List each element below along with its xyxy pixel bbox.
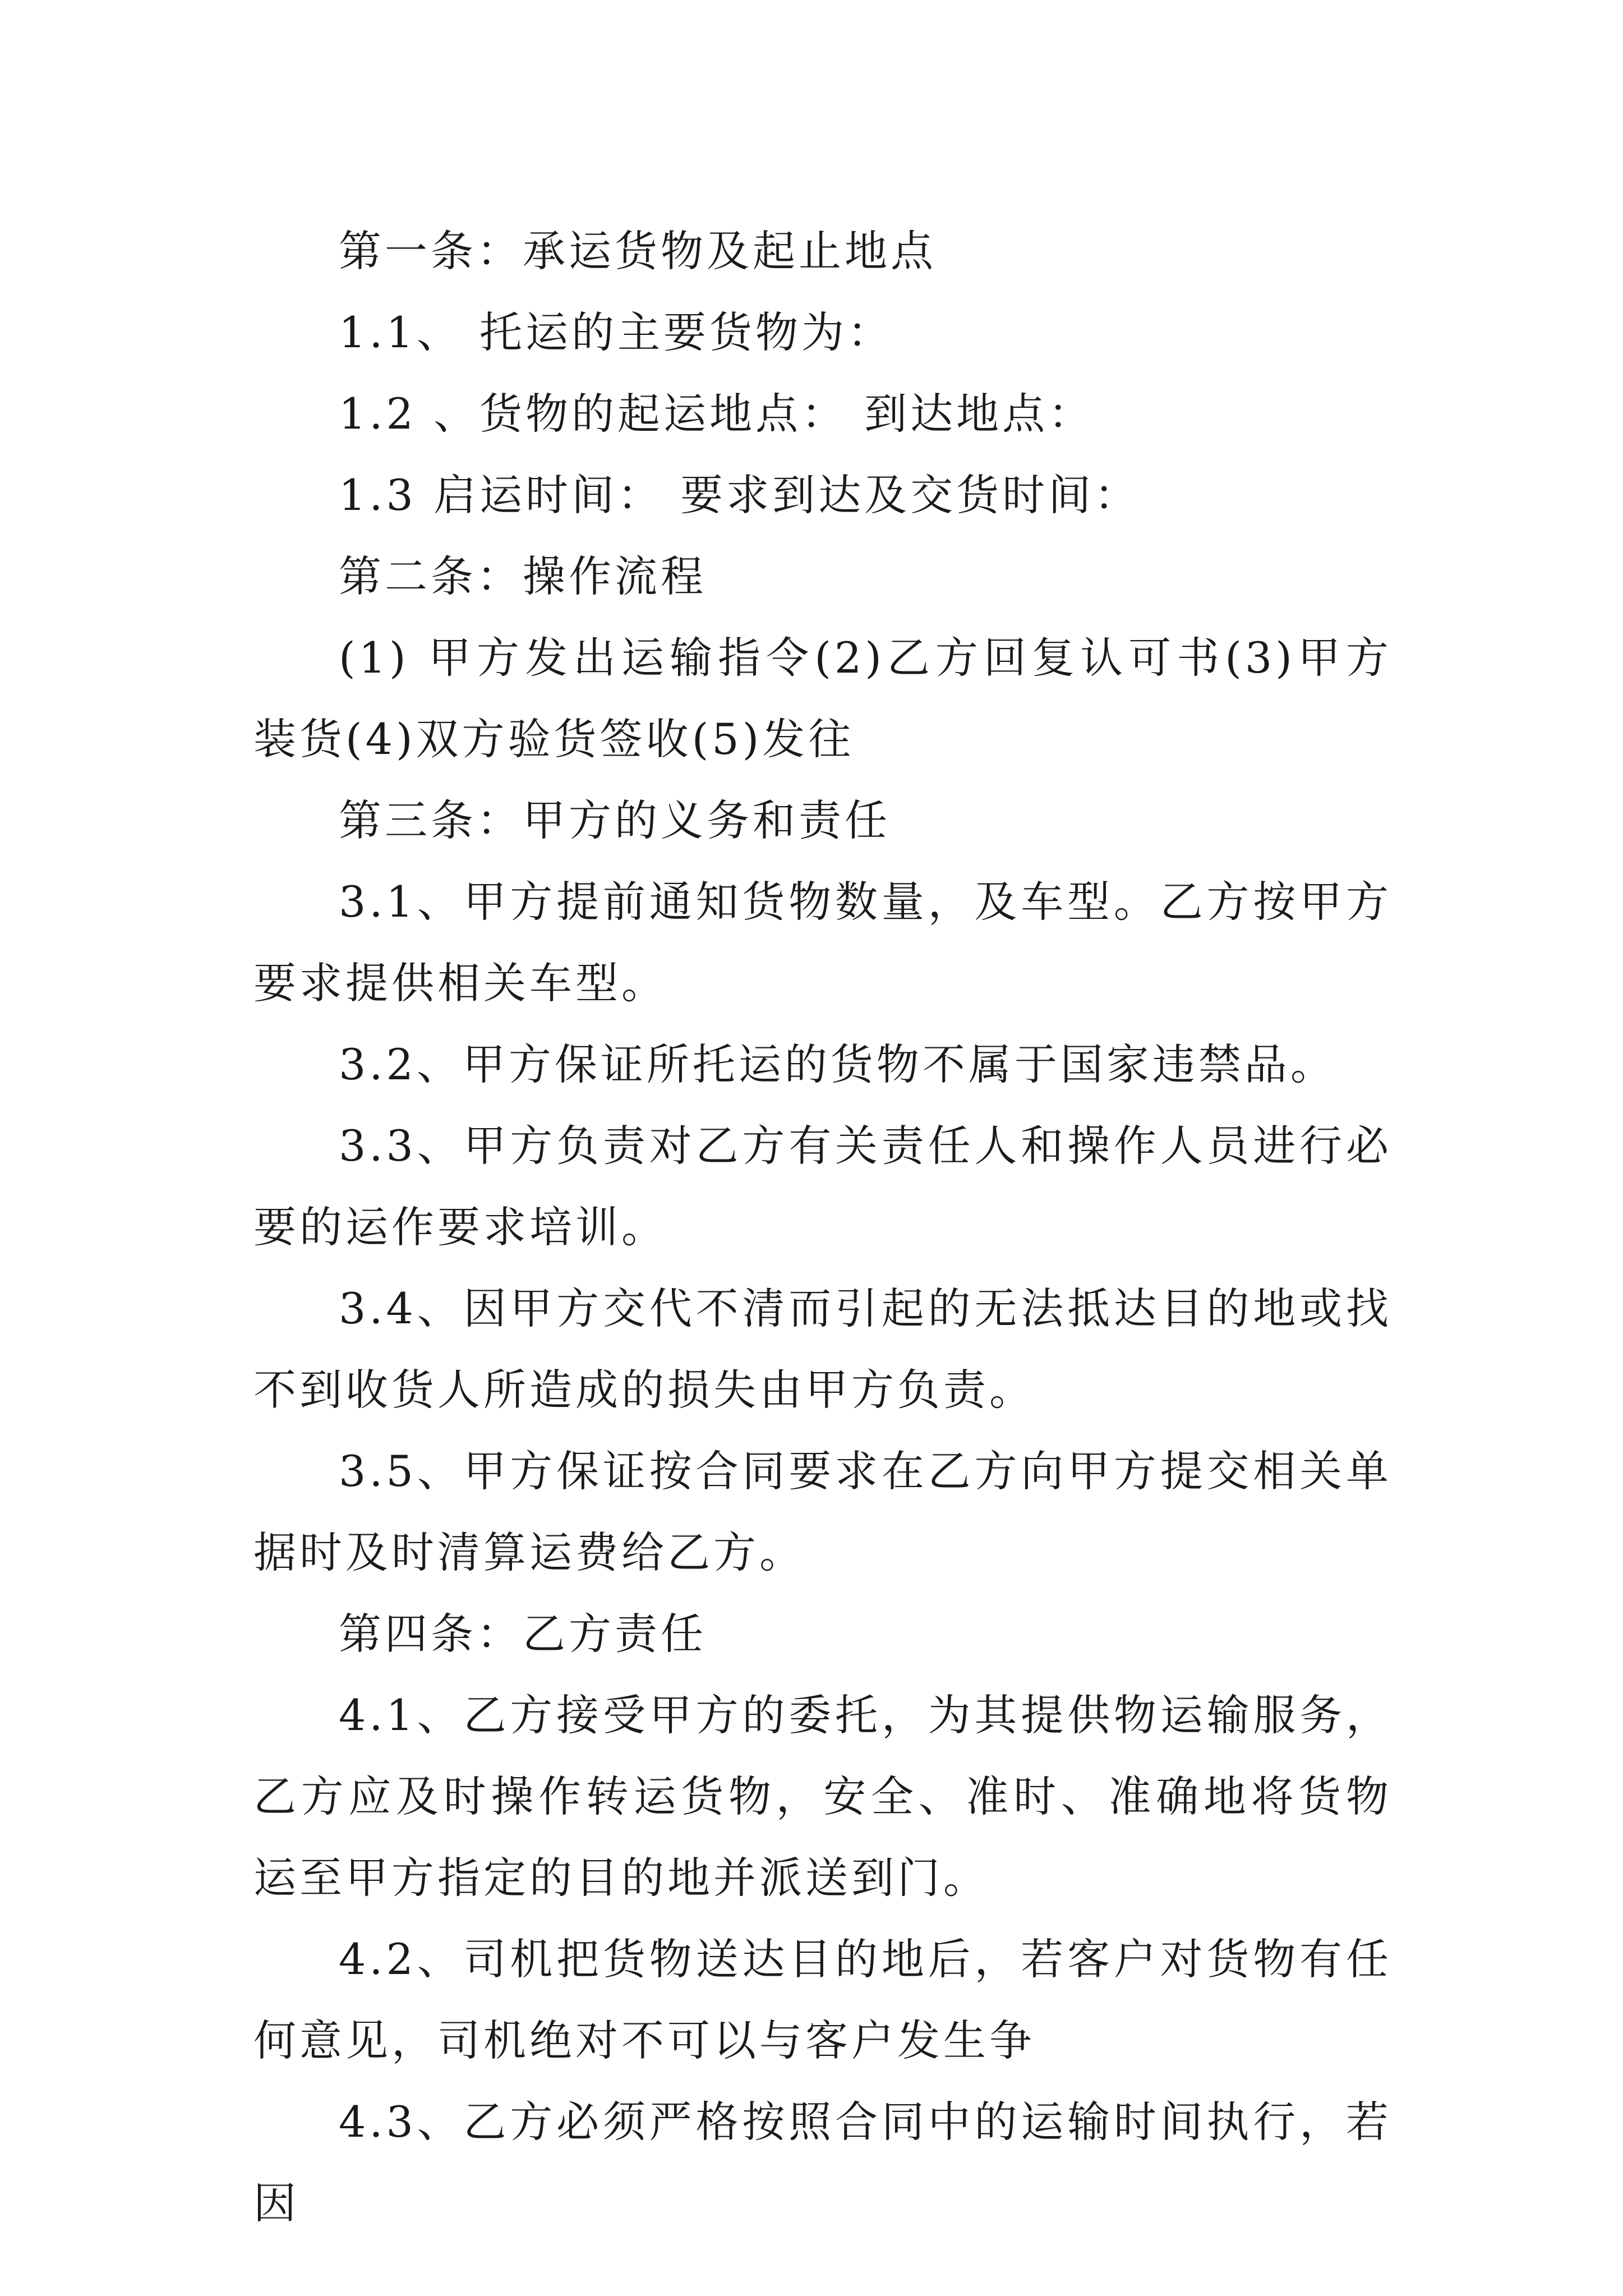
article-1-heading: 第一条：承运货物及起止地点 bbox=[339, 226, 937, 276]
clause-3-1: 3.1、甲方提前通知货物数量，及车型。乙方按甲方要求提供相关车型。 bbox=[253, 877, 1392, 1008]
clause-1-3: 1.3 启运时间： 要求到达及交货时间： bbox=[339, 470, 1141, 520]
clause-3-5: 3.5、甲方保证按合同要求在乙方向甲方提交相关单据时及时清算运费给乙方。 bbox=[253, 1446, 1392, 1577]
clause-3-3: 3.3、甲方负责对乙方有关责任人和操作人员进行必要的运作要求培训。 bbox=[253, 1121, 1392, 1252]
clause-3-2: 3.2、甲方保证所托运的货物不属于国家违禁品。 bbox=[339, 1039, 1336, 1089]
clause-4-3: 4.3、乙方必须严格按照合同中的运输时间执行，若因 bbox=[253, 2097, 1392, 2228]
clause-1-2: 1.2 、货物的起运地点： 到达地点： bbox=[339, 389, 1095, 439]
clause-4-1: 4.1、乙方接受甲方的委托，为其提供物运输服务，乙方应及时操作转运货物，安全、准时、准确地将货物运至甲方指定的目的地并派送到门。 bbox=[253, 1690, 1392, 1903]
clause-4-2: 4.2、司机把货物送达目的地后，若客户对货物有任何意见，司机绝对不可以与客户发生争 bbox=[253, 1934, 1392, 2065]
article-4-heading: 第四条：乙方责任 bbox=[339, 1609, 707, 1659]
document-body bbox=[253, 210, 1392, 2244]
clause-1-1: 1.1、 托运的主要货物为： bbox=[339, 307, 894, 357]
clause-3-4: 3.4、因甲方交代不清而引起的无法抵达目的地或找不到收货人所造成的损失由甲方负责。 bbox=[253, 1283, 1392, 1415]
article-3-heading: 第三条：甲方的义务和责任 bbox=[339, 795, 891, 845]
article-2-heading: 第二条：操作流程 bbox=[339, 551, 707, 601]
process-steps: (1) 甲方发出运输指令(2)乙方回复认可书(3)甲方装货(4)双方验货签收(5)发往 bbox=[253, 633, 1392, 764]
